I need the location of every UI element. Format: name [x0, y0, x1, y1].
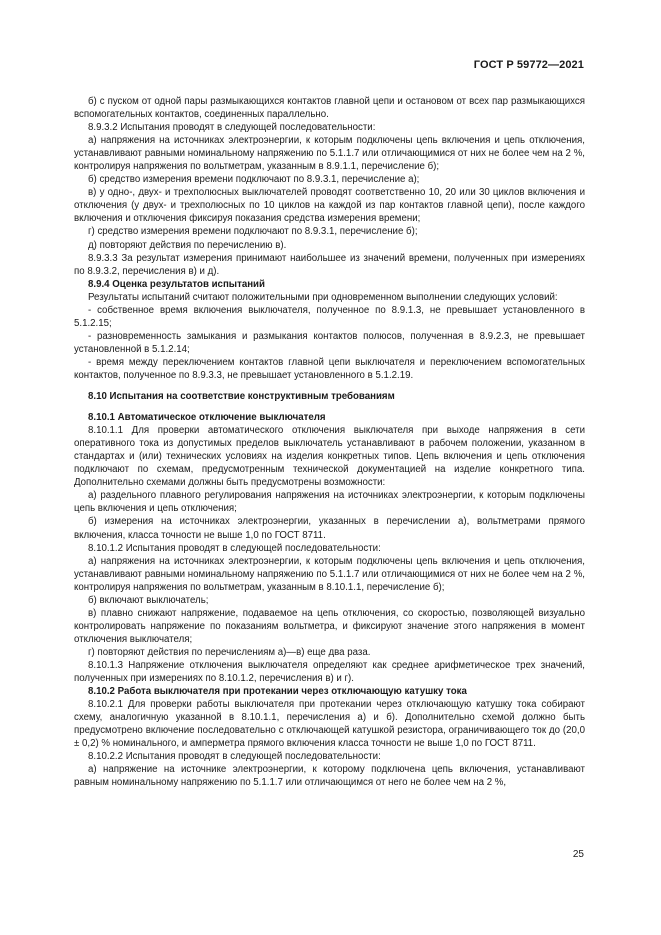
- list-item: - собственное время включения выключателя, полученное по 8.9.1.3, не превышает установленного в 5.1.2.15;: [74, 304, 585, 329]
- list-item: б) средство измерения времени подключают по 8.9.3.1, перечисление а);: [88, 174, 420, 186]
- list-item: а) напряжения на источниках электроэнергии, к которым подключены цепь включения и цепь отключения, устанавливают равными номинальному напряжению по 5.1.1.7 или отличающимися от них не более чем на 2 %, контролируя напряжения по вольтметрам, указанным в 8.10.1.1, перечисление б);: [74, 555, 585, 593]
- paragraph: 8.10.2.2 Испытания проводят в следующей последовательности:: [88, 751, 381, 763]
- paragraph: 8.9.3.3 За результат измерения принимают наибольшее из значений времени, полученных при измерениях по 8.9.3.2, перечисления в) и д).: [74, 252, 585, 277]
- paragraph: 8.10.1.1 Для проверки автоматического отключения выключателя при выходе напряжения в сети оперативного тока из допустимых пределов выключатель устанавливают в рабочем положении, указанном в стандартах и (или) технических условиях на изделия конкретных типов. Цепь включения и цепь отключения подключают по схемам, предусмотренным технической документацией на изделие конкретного типа. Дополнительно схемами должны быть предусмотрены возможности:: [74, 425, 585, 489]
- list-item: б) включают выключатель;: [88, 594, 209, 606]
- list-item: в) у одно-, двух- и трехполюсных выключателей проводят соответственно 10, 20 или 30 циклов включения и отключения (у двух- и трехполюсных по 10 циклов на каждой из пар контактов главной цепи), после каждого включения и отключения фиксируя показания средства измерения времени;: [74, 187, 585, 225]
- paragraph: б) с пуском от одной пары размыкающихся контактов главной цепи и остановом от всех пар размыкающихся вспомогательных контактов, соединенных параллельно.: [74, 96, 585, 121]
- list-item: а) раздельного плавного регулирования напряжения на источниках электроэнергии, к которым подключены цепь включения и цепь отключения;: [74, 490, 585, 515]
- paragraph: Результаты испытаний считают положительными при одновременном выполнении следующих условий:: [88, 291, 558, 303]
- paragraph: 8.10.2.1 Для проверки работы выключателя при протекании через отключающую катушку тока собирают схему, аналогичную указанной в 8.10.1.1, перечисления а) и б). Дополнительно схемой должно быть предусмотрено включение последовательно с отключающей катушкой резистора, ограничивающего ток до (20,0 ± 0,2) % номинального, и амперметра прямого включения класса точности не выше 1,0 по ГОСТ 8711.: [74, 699, 585, 750]
- subsection-heading: 8.10.1 Автоматическое отключение выключателя: [88, 412, 326, 424]
- document-standard-id: ГОСТ Р 59772—2021: [473, 59, 584, 71]
- list-item: - время между переключением контактов главной цепи выключателя и переключением вспомогательных контактов, полученное по 8.9.3.3, не превышает установленного в 5.1.2.19.: [74, 356, 585, 381]
- list-item: г) средство измерения времени подключают по 8.9.3.1, перечисление б);: [88, 226, 418, 238]
- section-heading: 8.10 Испытания на соответствие конструктивным требованиям: [88, 391, 395, 403]
- list-item: в) плавно снижают напряжение, подаваемое на цепь отключения, со скоростью, позволяющей визуально контролировать напряжение по показаниям вольтметра, и фиксируют значение этого напряжения в момент отключения выключателя;: [74, 607, 585, 645]
- list-item: а) напряжения на источниках электроэнергии, к которым подключены цепь включения и цепь отключения, устанавливают равными номинальному напряжению по 5.1.1.7 или отличающимися от них не более чем на 2 %, контролируя напряжения по вольтметрам, указанным в 8.9.1.1, перечисление б);: [74, 135, 585, 173]
- subsection-heading: 8.10.2 Работа выключателя при протекании через отключающую катушку тока: [88, 686, 467, 698]
- paragraph: 8.9.3.2 Испытания проводят в следующей последовательности:: [88, 122, 376, 134]
- paragraph: 8.10.1.3 Напряжение отключения выключателя определяют как среднее арифметическое трех значений, полученных при измерениях по 8.10.1.2, перечисления в) и г).: [74, 659, 585, 685]
- list-item: а) напряжение на источнике электроэнергии, к которому подключена цепь включения, устанавливают равным номинальному напряжению по 5.1.1.7 или отличающимся от него не более чем на 2 %,: [74, 764, 585, 789]
- page-number: 25: [572, 849, 584, 860]
- paragraph: 8.10.1.2 Испытания проводят в следующей последовательности:: [88, 542, 381, 554]
- list-item: г) повторяют действия по перечислениям а)—в) еще два раза.: [88, 646, 371, 658]
- list-item: д) повторяют действия по перечислению в).: [88, 239, 287, 251]
- document-body: [74, 95, 585, 789]
- list-item: б) измерения на источниках электроэнергии, указанных в перечислении а), вольтметрами прямого включения, класса точности не выше 1,0 по ГОСТ 8711.: [74, 516, 585, 541]
- list-item: - разновременность замыкания и размыкания контактов полюсов, полученная в 8.9.2.3, не превышает установленной в 5.1.2.14;: [74, 330, 585, 355]
- subsection-heading: 8.9.4 Оценка результатов испытаний: [88, 278, 265, 290]
